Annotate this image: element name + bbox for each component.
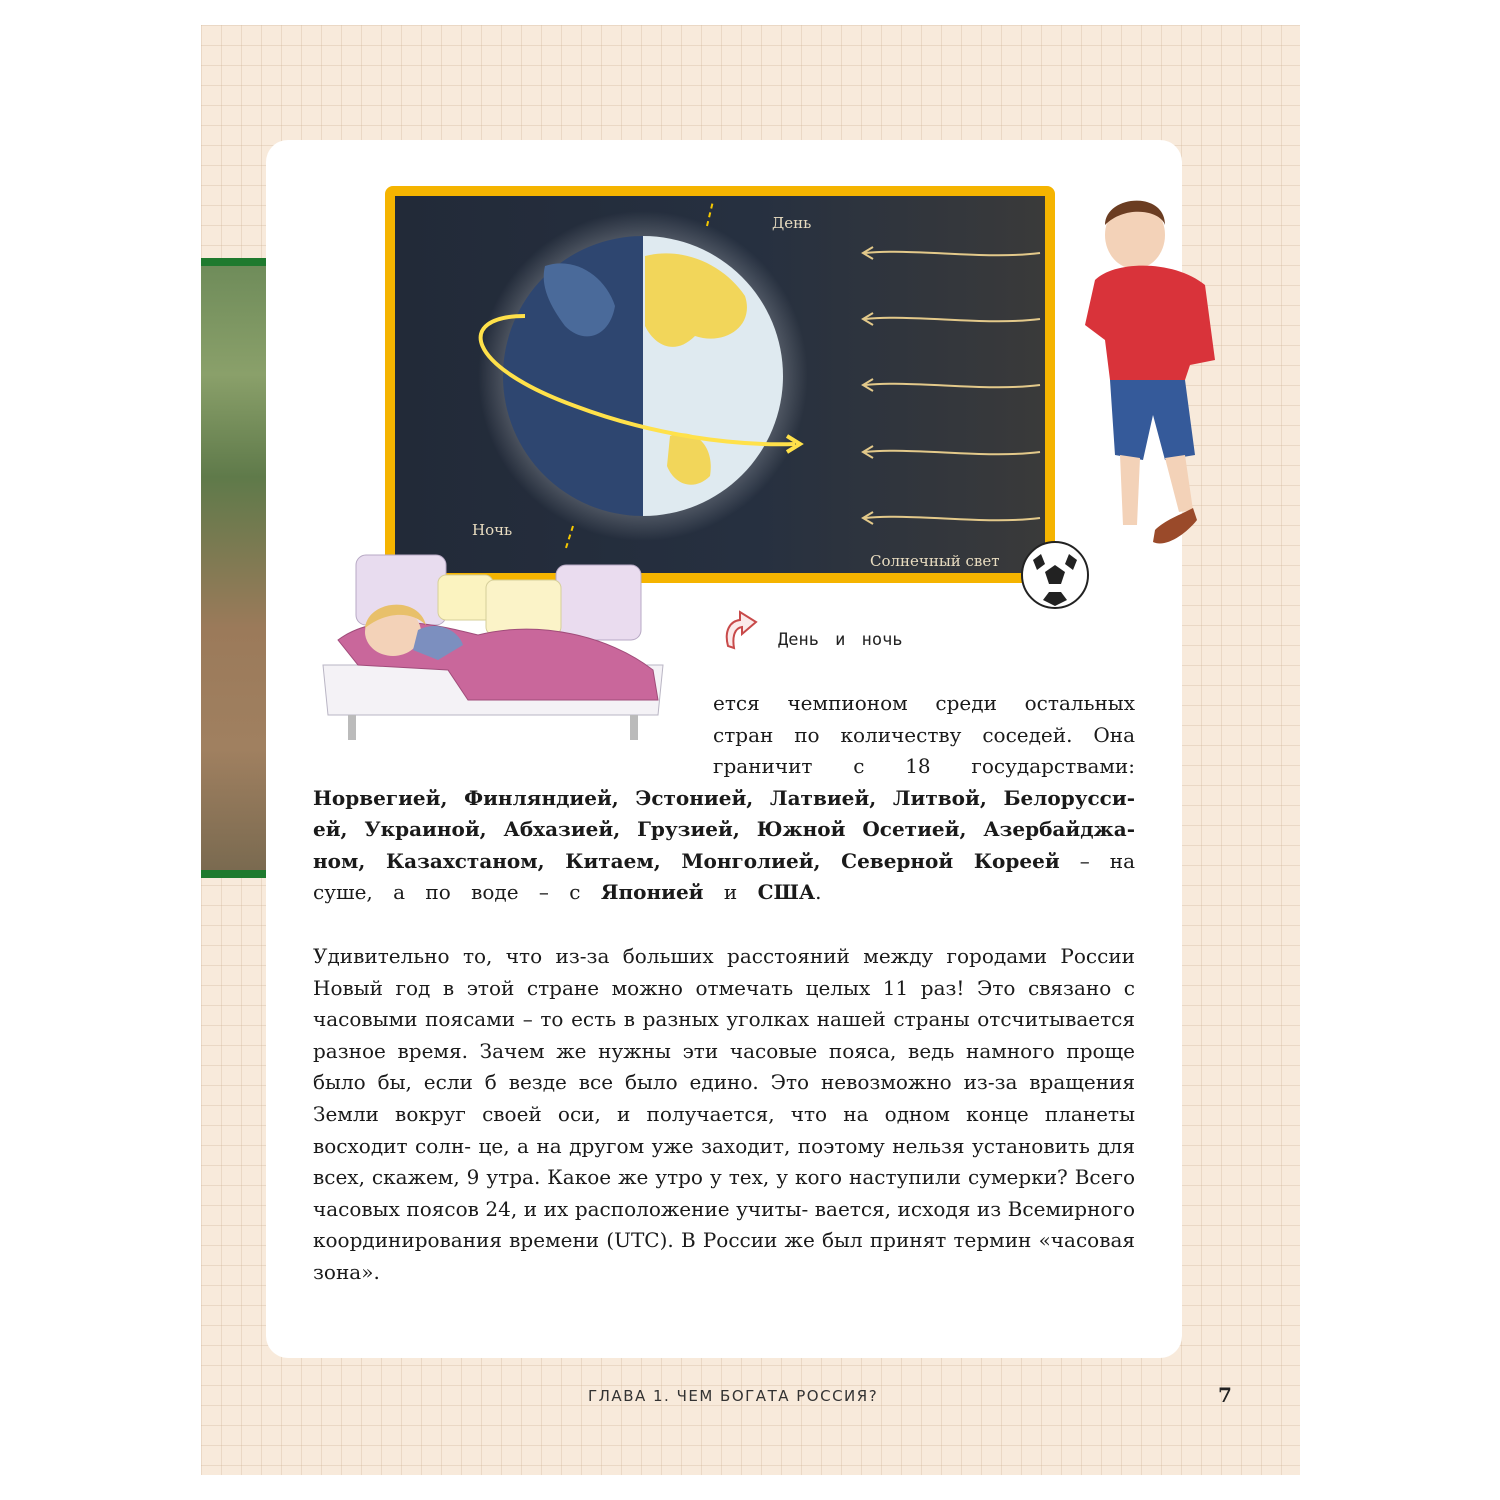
neighbors-line xyxy=(313,814,1135,846)
pillow xyxy=(486,580,561,635)
earth-illustration xyxy=(395,196,1045,573)
sun-ray xyxy=(865,517,1040,521)
bed-leg xyxy=(630,715,638,740)
time-zones-paragraph: Удивительно то, что из-за больших расстояний между городами России Новый год в этой стране можно отмечать целых 11 раз! Это связано с часовыми поясами – то есть в разных уголках нашей страны отсчитывается разное время. Зачем же нужны эти часовые пояса, ведь намного проще было бы, если б везде все было едино. Это невозможно из-за вращения Земли вокруг своей оси, и получается, что на одном конце планеты восходит солн- це, а на другом уже заходит, поэтому нельзя установить для всех, скажем, 9 утра. Какое же утро у тех, у кого наступили сумерки? Всего часовых поясов 24, и их расположение учиты- вается, исходя из Всемирного координирования времени (UTC). В России же был принят термин «часовая зона». xyxy=(313,944,1135,1284)
label-sunlight: Солнечный свет xyxy=(870,552,1000,570)
sun-ray xyxy=(865,384,1040,388)
football-icon xyxy=(1019,540,1091,610)
page-number: 7 xyxy=(1218,1383,1232,1407)
axis-top xyxy=(707,201,713,226)
period: . xyxy=(815,880,822,904)
conjunction: и xyxy=(703,880,758,904)
label-night: Ночь xyxy=(472,521,513,539)
sun-ray xyxy=(865,252,1040,256)
pillow xyxy=(438,575,493,620)
day-night-board xyxy=(385,186,1055,583)
neighbors-bold: ном, Казахстаном, Китаем, Монголией, Северной Кореей xyxy=(313,849,1060,873)
figure-caption xyxy=(720,606,903,652)
sun-ray xyxy=(865,451,1040,455)
neighbors-bold: Норвегией, Финляндией, Эстонией, Латвией, Литвой, Белорусси- xyxy=(313,786,1135,810)
label-day: День xyxy=(772,214,812,232)
board-background xyxy=(395,196,1045,573)
axis-bottom xyxy=(565,526,573,551)
sleeping-girl-illustration xyxy=(318,550,673,745)
caption-text: День и ночь xyxy=(778,630,903,650)
boy-shoe xyxy=(1153,508,1197,543)
pillow xyxy=(556,565,641,640)
neighbors-suffix: – на xyxy=(1059,849,1136,873)
neighbor-japan: Японией xyxy=(600,880,704,904)
neighbors-bold: ей, Украиной, Абхазией, Грузией, Южной Осетией, Азербайджа- xyxy=(313,817,1135,841)
boy-sweater xyxy=(1085,266,1215,380)
neighbors-line xyxy=(313,783,1135,815)
bed-leg xyxy=(348,715,356,740)
wrapped-text-line: ется чемпионом среди остальных xyxy=(713,691,1135,715)
curved-arrow-icon xyxy=(720,606,760,652)
wrapped-text-line: граничит с 18 государствами: xyxy=(713,754,1135,778)
boy-illustration xyxy=(1065,190,1225,580)
sunlight-rays xyxy=(865,252,1040,521)
neighbors-line xyxy=(313,877,1135,909)
chapter-title: ГЛАВА 1. ЧЕМ БОГАТА РОССИЯ? xyxy=(588,1387,879,1405)
neighbors-line xyxy=(313,846,1135,878)
wrapped-text-line: стран по количеству соседей. Она xyxy=(713,723,1135,747)
boy-shorts xyxy=(1110,380,1195,460)
sun-ray xyxy=(865,318,1040,322)
neighbors-sea-prefix: суше, а по воде – с xyxy=(313,880,601,904)
neighbor-usa: США xyxy=(757,880,816,904)
